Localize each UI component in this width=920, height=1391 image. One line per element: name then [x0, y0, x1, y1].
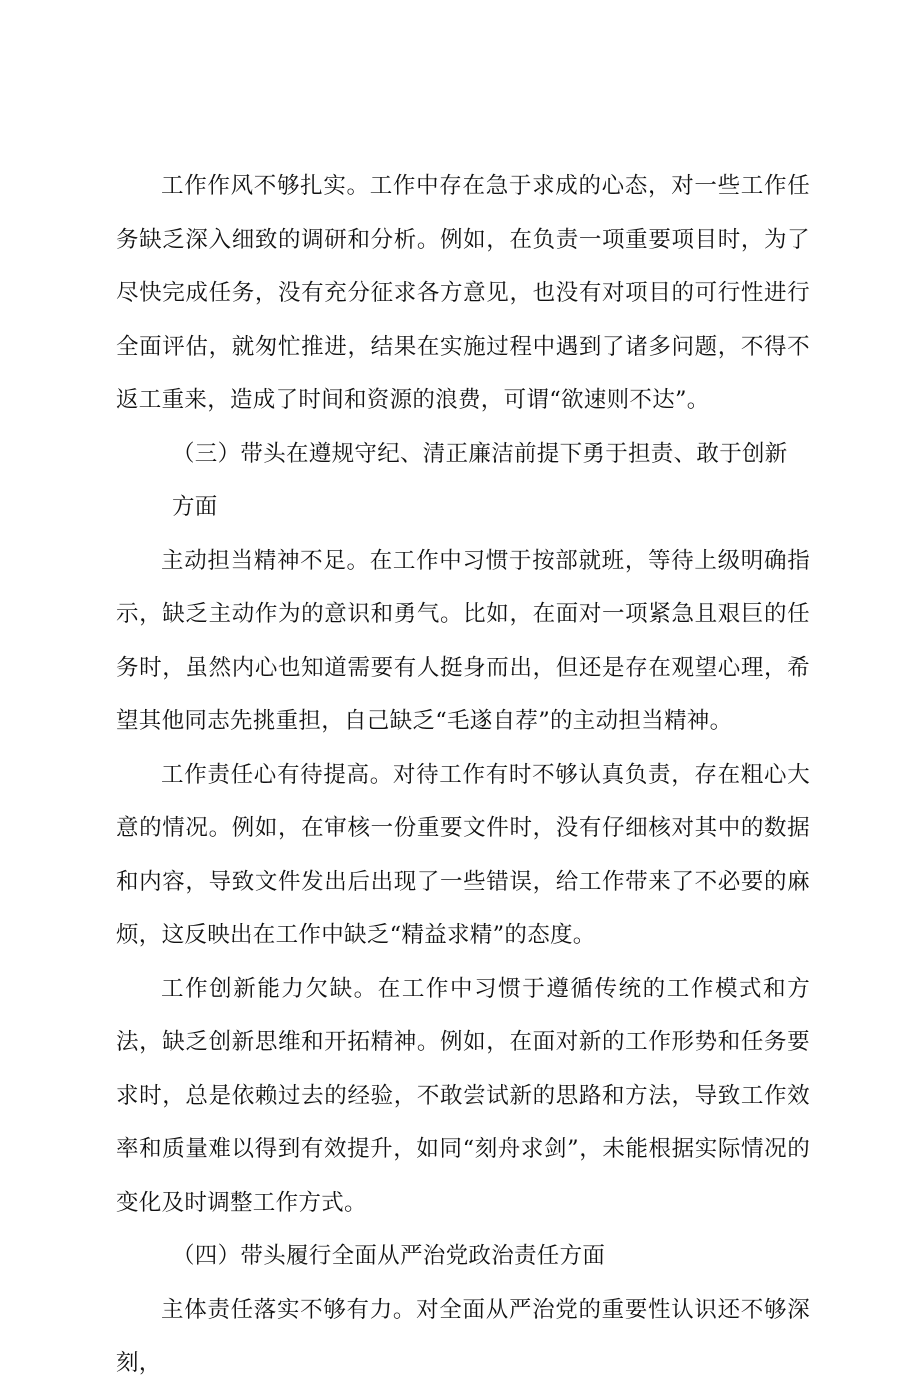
paragraph-main-responsibility: 主体责任落实不够有力。对全面从严治党的重要性认识还不够深刻， — [116, 1296, 810, 1376]
document-body — [116, 160, 810, 1391]
paragraph-responsibility: 工作责任心有待提高。对待工作有时不够认真负责，存在粗心大意的情况。例如，在审核一份重要文件时，没有仔细核对其中的数据和内容，导致文件发出后出现了一些错误，给工作带来了不必要的麻烦，这反映出在工作中缺乏“精益求精”的态度。 — [116, 761, 810, 948]
paragraph-initiative: 主动担当精神不足。在工作中习惯于按部就班，等待上级明确指示，缺乏主动作为的意识和勇气。比如，在面对一项紧急且艰巨的任务时，虽然内心也知道需要有人挺身而出，但还是存在观望心理，希望其他同志先挑重担，自己缺乏“毛遂自荐”的主动担当精神。 — [116, 547, 810, 734]
paragraph-innovation: 工作创新能力欠缺。在工作中习惯于遵循传统的工作模式和方法，缺乏创新思维和开拓精神。例如，在面对新的工作形势和任务要求时，总是依赖过去的经验，不敢尝试新的思路和方法，导致工作效率和质量难以得到有效提升，如同“刻舟求剑”，未能根据实际情况的变化及时调整工作方式。 — [116, 975, 810, 1216]
section-heading-3: （三）带头在遵规守纪、清正廉洁前提下勇于担责、敢于创新方面 — [172, 440, 788, 520]
paragraph-work-style: 工作作风不够扎实。工作中存在急于求成的心态，对一些工作任务缺乏深入细致的调研和分析。例如，在负责一项重要项目时，为了尽快完成任务，没有充分征求各方意见，也没有对项目的可行性进行全面评估，就匆忙推进，结果在实施过程中遇到了诸多问题，不得不返工重来，造成了时间和资源的浪费，可谓“欲速则不达”。 — [116, 173, 810, 413]
section-heading-4: （四）带头履行全面从严治党政治责任方面 — [172, 1243, 606, 1269]
